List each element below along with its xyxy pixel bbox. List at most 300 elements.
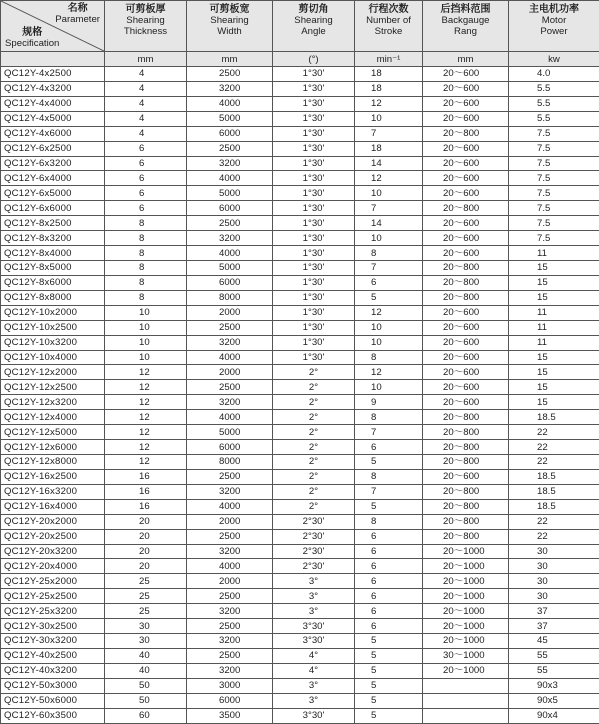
angle-cell: 1°30' [273,141,355,156]
table-row [1,67,599,82]
motor-power-cell: 37 [509,604,599,619]
model-cell: QC12Y-4x2500 [1,67,105,82]
motor-power-cell: 7.5 [509,141,599,156]
column-header-width [187,1,273,52]
model-cell: QC12Y-10x4000 [1,350,105,365]
angle-cell: 1°30' [273,201,355,216]
stroke-cell: 6 [355,619,423,634]
parameter-label-en: Parameter [55,14,100,25]
backgauge-cell: 20～600 [423,96,509,111]
angle-cell: 1°30' [273,260,355,275]
thickness-cell: 4 [105,81,187,96]
motor-power-cell: 7.5 [509,186,599,201]
table-row [1,320,599,335]
thickness-cell: 10 [105,350,187,365]
width-cell: 2500 [187,380,273,395]
column-header-en: Motor [509,15,599,26]
angle-cell: 1°30' [273,216,355,231]
model-cell: QC12Y-8x2500 [1,216,105,231]
model-cell: QC12Y-50x3000 [1,678,105,693]
width-cell: 2500 [187,648,273,663]
model-cell: QC12Y-4x5000 [1,111,105,126]
model-cell: QC12Y-12x6000 [1,440,105,455]
angle-cell: 1°30' [273,350,355,365]
backgauge-cell: 20～800 [423,260,509,275]
table-row [1,499,599,514]
table-row [1,589,599,604]
model-cell: QC12Y-12x2000 [1,365,105,380]
width-cell: 3200 [187,544,273,559]
column-header-en: Stroke [355,26,422,37]
backgauge-cell: 20～600 [423,156,509,171]
stroke-cell: 8 [355,514,423,529]
backgauge-cell: 20～800 [423,425,509,440]
backgauge-cell: 20～800 [423,499,509,514]
thickness-cell: 25 [105,589,187,604]
angle-cell: 2° [273,469,355,484]
unit-cell: mm [187,52,273,67]
table-row [1,395,599,410]
motor-power-cell: 30 [509,559,599,574]
model-cell: QC12Y-6x5000 [1,186,105,201]
unit-cell: min⁻¹ [355,52,423,67]
width-cell: 2500 [187,141,273,156]
motor-power-cell: 55 [509,648,599,663]
thickness-cell: 50 [105,678,187,693]
column-header-zh: 行程次数 [355,4,422,15]
width-cell: 2500 [187,619,273,634]
model-cell: QC12Y-30x2500 [1,619,105,634]
unit-cell: mm [423,52,509,67]
width-cell: 4000 [187,559,273,574]
column-header-en: Number of [355,15,422,26]
angle-cell: 2°30' [273,559,355,574]
angle-cell: 1°30' [273,67,355,82]
table-row [1,156,599,171]
angle-cell: 2°30' [273,514,355,529]
unit-cell: (°) [273,52,355,67]
stroke-cell: 14 [355,156,423,171]
width-cell: 3200 [187,484,273,499]
table-row [1,708,599,723]
thickness-cell: 16 [105,469,187,484]
column-header-zh: 主电机功率 [509,4,599,15]
angle-cell: 3°30' [273,708,355,723]
stroke-cell: 14 [355,216,423,231]
width-cell: 2000 [187,365,273,380]
backgauge-cell: 20～600 [423,469,509,484]
width-cell: 4000 [187,96,273,111]
motor-power-cell: 30 [509,544,599,559]
model-cell: QC12Y-16x4000 [1,499,105,514]
model-cell: QC12Y-6x4000 [1,171,105,186]
stroke-cell: 7 [355,126,423,141]
width-cell: 4000 [187,171,273,186]
width-cell: 2500 [187,216,273,231]
backgauge-cell: 20～600 [423,81,509,96]
width-cell: 4000 [187,350,273,365]
model-cell: QC12Y-8x5000 [1,260,105,275]
angle-cell: 1°30' [273,320,355,335]
motor-power-cell: 18.5 [509,484,599,499]
angle-cell: 1°30' [273,305,355,320]
stroke-cell: 8 [355,469,423,484]
table-row [1,484,599,499]
stroke-cell: 10 [355,186,423,201]
stroke-cell: 7 [355,425,423,440]
thickness-cell: 12 [105,380,187,395]
thickness-cell: 60 [105,708,187,723]
width-cell: 6000 [187,440,273,455]
table-row [1,186,599,201]
motor-power-cell: 11 [509,246,599,261]
angle-cell: 4° [273,663,355,678]
column-header-en: Shearing [273,15,354,26]
stroke-cell: 7 [355,484,423,499]
column-header-zh: 可剪板宽 [187,4,272,15]
thickness-cell: 4 [105,96,187,111]
stroke-cell: 6 [355,529,423,544]
angle-cell: 1°30' [273,156,355,171]
thickness-cell: 6 [105,156,187,171]
motor-power-cell: 7.5 [509,231,599,246]
thickness-cell: 8 [105,260,187,275]
thickness-cell: 20 [105,544,187,559]
backgauge-cell: 20～600 [423,320,509,335]
table-row [1,514,599,529]
backgauge-cell [423,708,509,723]
angle-cell: 1°30' [273,275,355,290]
thickness-cell: 4 [105,67,187,82]
backgauge-cell: 20～800 [423,126,509,141]
width-cell: 6000 [187,275,273,290]
backgauge-cell: 20～1000 [423,663,509,678]
angle-cell: 4° [273,648,355,663]
backgauge-cell: 20～1000 [423,544,509,559]
backgauge-cell: 20～600 [423,380,509,395]
thickness-cell: 6 [105,201,187,216]
stroke-cell: 12 [355,171,423,186]
motor-power-cell: 11 [509,320,599,335]
backgauge-cell: 20～600 [423,231,509,246]
model-cell: QC12Y-25x2500 [1,589,105,604]
backgauge-cell: 20～1000 [423,604,509,619]
table-body [1,67,599,724]
angle-cell: 3° [273,604,355,619]
width-cell: 5000 [187,425,273,440]
stroke-cell: 5 [355,499,423,514]
motor-power-cell: 55 [509,663,599,678]
angle-cell: 1°30' [273,171,355,186]
model-cell: QC12Y-20x2500 [1,529,105,544]
column-header-en: Shearing [187,15,272,26]
table-row [1,260,599,275]
motor-power-cell: 15 [509,380,599,395]
width-cell: 2500 [187,589,273,604]
motor-power-cell: 30 [509,574,599,589]
width-cell: 2000 [187,305,273,320]
motor-power-cell: 18.5 [509,499,599,514]
backgauge-cell: 20～600 [423,305,509,320]
table-row [1,410,599,425]
model-cell: QC12Y-16x2500 [1,469,105,484]
thickness-cell: 20 [105,559,187,574]
table-row [1,693,599,708]
model-cell: QC12Y-8x6000 [1,275,105,290]
table-row [1,201,599,216]
motor-power-cell: 45 [509,634,599,649]
column-header-en: Rang [423,26,508,37]
motor-power-cell: 90x3 [509,678,599,693]
model-cell: QC12Y-12x8000 [1,454,105,469]
table-row [1,380,599,395]
stroke-cell: 6 [355,559,423,574]
column-header-en: Width [187,26,272,37]
parameter-specification-corner [1,1,105,52]
stroke-cell: 5 [355,708,423,723]
table-row [1,335,599,350]
width-cell: 6000 [187,126,273,141]
unit-cell-empty [1,52,105,67]
width-cell: 6000 [187,201,273,216]
units-row [1,52,599,67]
unit-cell: kw [509,52,599,67]
stroke-cell: 8 [355,410,423,425]
backgauge-cell: 20～1000 [423,634,509,649]
backgauge-cell: 20～1000 [423,559,509,574]
motor-power-cell: 11 [509,335,599,350]
model-cell: QC12Y-16x3200 [1,484,105,499]
motor-power-cell: 5.5 [509,96,599,111]
motor-power-cell: 5.5 [509,81,599,96]
angle-cell: 3° [273,678,355,693]
stroke-cell: 18 [355,67,423,82]
model-cell: QC12Y-8x3200 [1,231,105,246]
thickness-cell: 16 [105,499,187,514]
stroke-cell: 6 [355,589,423,604]
model-cell: QC12Y-25x2000 [1,574,105,589]
angle-cell: 2°30' [273,529,355,544]
backgauge-cell: 20～800 [423,529,509,544]
stroke-cell: 5 [355,693,423,708]
model-cell: QC12Y-25x3200 [1,604,105,619]
table-row [1,663,599,678]
stroke-cell: 6 [355,604,423,619]
motor-power-cell: 22 [509,529,599,544]
motor-power-cell: 18.5 [509,410,599,425]
stroke-cell: 12 [355,96,423,111]
column-header-en: Backgauge [423,15,508,26]
thickness-cell: 16 [105,484,187,499]
stroke-cell: 18 [355,141,423,156]
motor-power-cell: 22 [509,440,599,455]
angle-cell: 3°30' [273,634,355,649]
thickness-cell: 8 [105,290,187,305]
backgauge-cell: 20～600 [423,186,509,201]
thickness-cell: 10 [105,305,187,320]
motor-power-cell: 15 [509,395,599,410]
stroke-cell: 7 [355,201,423,216]
table-row [1,604,599,619]
angle-cell: 2° [273,395,355,410]
width-cell: 4000 [187,499,273,514]
thickness-cell: 4 [105,126,187,141]
motor-power-cell: 90x5 [509,693,599,708]
stroke-cell: 5 [355,678,423,693]
motor-power-cell: 4.0 [509,67,599,82]
motor-power-cell: 37 [509,619,599,634]
model-cell: QC12Y-12x4000 [1,410,105,425]
angle-cell: 1°30' [273,231,355,246]
column-header-zh: 剪切角 [273,4,354,15]
motor-power-cell: 7.5 [509,126,599,141]
model-cell: QC12Y-10x3200 [1,335,105,350]
motor-power-cell: 18.5 [509,469,599,484]
table-row [1,678,599,693]
thickness-cell: 8 [105,246,187,261]
thickness-cell: 10 [105,320,187,335]
thickness-cell: 12 [105,365,187,380]
model-cell: QC12Y-4x6000 [1,126,105,141]
motor-power-cell: 15 [509,275,599,290]
column-header-stroke [355,1,423,52]
model-cell: QC12Y-6x6000 [1,201,105,216]
table-row [1,171,599,186]
table-header [1,1,599,67]
width-cell: 3200 [187,81,273,96]
angle-cell: 3° [273,693,355,708]
backgauge-cell [423,678,509,693]
column-header-zh: 可剪板厚 [105,4,186,15]
angle-cell: 3° [273,574,355,589]
table-row [1,350,599,365]
backgauge-cell: 20～1000 [423,574,509,589]
width-cell: 3000 [187,678,273,693]
angle-cell: 3° [273,589,355,604]
table-row [1,544,599,559]
motor-power-cell: 7.5 [509,201,599,216]
model-cell: QC12Y-8x8000 [1,290,105,305]
backgauge-cell: 20～800 [423,440,509,455]
motor-power-cell: 22 [509,425,599,440]
motor-power-cell: 15 [509,260,599,275]
specification-label-zh: 规格 [5,27,59,38]
table-row [1,365,599,380]
width-cell: 2500 [187,469,273,484]
model-cell: QC12Y-30x3200 [1,634,105,649]
backgauge-cell: 20～800 [423,275,509,290]
table-row [1,246,599,261]
motor-power-cell: 7.5 [509,171,599,186]
model-cell: QC12Y-50x6000 [1,693,105,708]
width-cell: 3200 [187,231,273,246]
model-cell: QC12Y-8x4000 [1,246,105,261]
model-cell: QC12Y-10x2000 [1,305,105,320]
thickness-cell: 20 [105,529,187,544]
width-cell: 2000 [187,514,273,529]
thickness-cell: 20 [105,514,187,529]
thickness-cell: 8 [105,275,187,290]
backgauge-cell: 20～600 [423,246,509,261]
model-cell: QC12Y-6x2500 [1,141,105,156]
backgauge-cell: 20～800 [423,484,509,499]
thickness-cell: 12 [105,410,187,425]
table-row [1,141,599,156]
stroke-cell: 9 [355,395,423,410]
backgauge-cell: 20～600 [423,171,509,186]
table-row [1,96,599,111]
width-cell: 3200 [187,156,273,171]
motor-power-cell: 11 [509,305,599,320]
width-cell: 5000 [187,111,273,126]
width-cell: 2500 [187,67,273,82]
thickness-cell: 12 [105,454,187,469]
table-row [1,231,599,246]
angle-cell: 1°30' [273,111,355,126]
stroke-cell: 18 [355,81,423,96]
angle-cell: 2° [273,365,355,380]
thickness-cell: 6 [105,186,187,201]
motor-power-cell: 22 [509,454,599,469]
stroke-cell: 12 [355,305,423,320]
motor-power-cell: 15 [509,350,599,365]
stroke-cell: 10 [355,380,423,395]
stroke-cell: 6 [355,275,423,290]
angle-cell: 3°30' [273,619,355,634]
stroke-cell: 5 [355,290,423,305]
backgauge-cell: 20～600 [423,216,509,231]
angle-cell: 1°30' [273,96,355,111]
table-row [1,529,599,544]
backgauge-cell: 20～600 [423,335,509,350]
column-header-angle [273,1,355,52]
table-row [1,111,599,126]
stroke-cell: 10 [355,111,423,126]
angle-cell: 1°30' [273,126,355,141]
angle-cell: 2°30' [273,544,355,559]
stroke-cell: 10 [355,335,423,350]
table-row [1,619,599,634]
stroke-cell: 7 [355,260,423,275]
thickness-cell: 6 [105,141,187,156]
motor-power-cell: 22 [509,514,599,529]
thickness-cell: 8 [105,216,187,231]
parameter-label-zh: 名称 [55,3,100,14]
stroke-cell: 12 [355,365,423,380]
model-cell: QC12Y-12x2500 [1,380,105,395]
motor-power-cell: 7.5 [509,216,599,231]
backgauge-cell: 20～800 [423,454,509,469]
width-cell: 2000 [187,574,273,589]
column-header-en: Shearing [105,15,186,26]
width-cell: 3200 [187,395,273,410]
thickness-cell: 30 [105,619,187,634]
table-row [1,126,599,141]
column-header-en: Power [509,26,599,37]
motor-power-cell: 90x4 [509,708,599,723]
column-header-backgauge [423,1,509,52]
stroke-cell: 5 [355,454,423,469]
width-cell: 8000 [187,290,273,305]
column-header-zh: 后挡料范围 [423,4,508,15]
angle-cell: 1°30' [273,290,355,305]
stroke-cell: 6 [355,440,423,455]
angle-cell: 2° [273,499,355,514]
thickness-cell: 10 [105,335,187,350]
table-row [1,648,599,663]
thickness-cell: 4 [105,111,187,126]
column-header-thickness [105,1,187,52]
